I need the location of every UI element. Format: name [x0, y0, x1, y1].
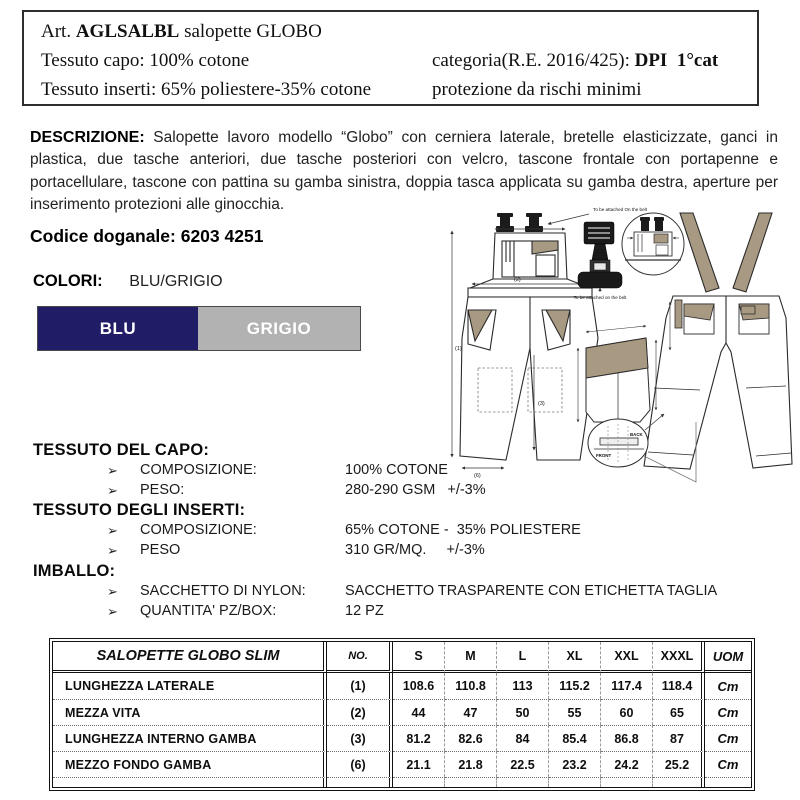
table-empty-cell — [705, 777, 751, 787]
arrow-bullet-icon: ➢ — [107, 523, 118, 539]
table-cell: 113 — [497, 673, 549, 699]
spec-item: ➢ QUANTITA' PZ/BOX: 12 PZ — [33, 602, 763, 622]
customs-code: Codice doganale: 6203 4251 — [30, 226, 264, 246]
table-cell: 55 — [549, 699, 601, 725]
table-cell: 81.2 — [393, 725, 445, 751]
spec-sections — [33, 440, 763, 621]
table-header-size-xxxl: XXXL — [653, 642, 705, 673]
table-cell: 110.8 — [445, 673, 497, 699]
table-cell: 82.6 — [445, 725, 497, 751]
attach-note-top: To be attached On the belt — [593, 207, 647, 212]
table-empty-cell — [53, 777, 327, 787]
spec-item: ➢ PESO 310 GR/MQ. +/-3% — [33, 541, 763, 561]
table-cell-uom: Cm — [705, 725, 751, 751]
back-straps — [680, 213, 772, 292]
table-row-label: LUNGHEZZA INTERNO GAMBA — [53, 725, 327, 751]
article-prefix: Art. — [41, 21, 76, 42]
arrow-bullet-icon: ➢ — [107, 583, 118, 599]
table-cell: 44 — [393, 699, 445, 725]
article-suffix: salopette GLOBO — [179, 21, 322, 42]
bib-circle-inset — [622, 213, 684, 275]
colors-label: COLORI: — [33, 272, 103, 290]
table-header-uom: UOM — [705, 642, 751, 673]
section-title-imballo: IMBALLO: — [33, 561, 116, 580]
table-cell: 21.8 — [445, 751, 497, 777]
fabric-inserts-line: Tessuto inserti: 65% poliestere-35% cotone — [41, 79, 372, 100]
table-header-no: NO. — [327, 642, 393, 673]
colors-row — [33, 272, 223, 291]
table-cell: 22.5 — [497, 751, 549, 777]
attach-note-bottom: To be attached on the belt — [573, 295, 627, 300]
article-line — [41, 17, 757, 46]
colors-value: BLU/GRIGIO — [129, 273, 223, 290]
table-row-no: (3) — [327, 725, 393, 751]
table-cell-uom: Cm — [717, 678, 739, 694]
table-row-no: (1) — [327, 673, 393, 699]
arrow-bullet-icon: ➢ — [107, 482, 118, 498]
table-cell: 85.4 — [549, 725, 601, 751]
article-header-box — [22, 10, 759, 106]
table-empty-cell — [549, 777, 601, 787]
table-cell-uom: Cm — [705, 699, 751, 725]
table-cell: 84 — [497, 725, 549, 751]
table-cell: 86.8 — [601, 725, 653, 751]
article-code: AGLSALBL — [75, 21, 180, 42]
table-header-product: SALOPETTE GLOBO SLIM — [53, 642, 327, 673]
table-header-size-xl: XL — [549, 642, 601, 673]
table-empty-cell — [601, 777, 653, 787]
table-cell: 50 — [497, 699, 549, 725]
protection-line: protezione da rischi minimi — [432, 79, 642, 100]
spec-item: ➢ COMPOSIZIONE: 65% COTONE - 35% POLIESTERE — [33, 521, 763, 541]
table-cell: 23.2 — [549, 751, 601, 777]
table-empty-cell — [497, 777, 549, 787]
spec-item: ➢ PESO: 280-290 GSM +/-3% — [33, 481, 763, 501]
dim-label-3: (3) — [538, 401, 545, 407]
table-cell: 47 — [445, 699, 497, 725]
table-row-no: (6) — [327, 751, 393, 777]
table-cell: 24.2 — [601, 751, 653, 777]
description-label: DESCRIZIONE: — [30, 129, 145, 146]
category-label: categoria(R.E. 2016/425): — [432, 50, 635, 71]
table-cell: 65 — [653, 699, 705, 725]
arrow-bullet-icon: ➢ — [107, 463, 118, 478]
table-header-size-s: S — [393, 642, 445, 673]
table-empty-cell — [327, 777, 393, 787]
table-cell: 108.6 — [393, 673, 445, 699]
table-cell: 60 — [601, 699, 653, 725]
dim-label-1: (1) — [455, 346, 462, 352]
table-cell: 21.1 — [393, 751, 445, 777]
table-header-size-l: L — [497, 642, 549, 673]
color-swatches — [37, 306, 361, 351]
section-title-tessuto-capo: TESSUTO DEL CAPO: — [33, 441, 210, 459]
arrow-bullet-icon: ➢ — [107, 543, 118, 559]
inset-back-label: BACK — [630, 432, 643, 437]
table-empty-cell — [393, 777, 445, 787]
inset-front-label: FRONT — [596, 453, 612, 458]
table-cell-uom: Cm — [705, 751, 751, 777]
arrow-bullet-icon: ➢ — [107, 603, 118, 619]
table-row-label: LUNGHEZZA LATERALE — [53, 673, 327, 699]
table-row-no: (2) — [327, 699, 393, 725]
table-row-label: MEZZA VITA — [53, 699, 327, 725]
spec-item: ➢ COMPOSIZIONE: 100% COTONE — [33, 461, 763, 481]
category-value: DPI 1°cat — [634, 50, 719, 71]
description-text: Salopette lavoro modello “Globo” con cerniera laterale, bretelle elasticizzate, ganci in plastica, due tasche anteriori, due tasche posteriori con velcro, tascone frontale con portapenne e portacellulare, tascone con pattina su gamba sinistra, doppia tasca applicata su gamba destra, aperture per inserimento protezioni alle ginocchia. — [30, 129, 778, 214]
section-title-tessuto-inserti: TESSUTO DEGLI INSERTI: — [33, 501, 246, 520]
table-cell: 117.4 — [601, 673, 653, 699]
table-row-label: MEZZO FONDO GAMBA — [53, 751, 327, 777]
size-table — [49, 638, 755, 791]
table-cell: 25.2 — [653, 751, 705, 777]
swatch-blu: BLU — [38, 307, 198, 350]
spec-item: ➢ SACCHETTO DI NYLON: SACCHETTO TRASPARENTE CON ETICHETTA TAGLIA — [33, 582, 763, 602]
table-header-size-xxl: XXL — [601, 642, 653, 673]
table-cell: 118.4 — [653, 673, 705, 699]
table-header-size-m: M — [445, 642, 497, 673]
category-line — [432, 46, 757, 75]
dim-label-6: (6) — [474, 473, 481, 479]
table-empty-cell — [445, 777, 497, 787]
table-cell: 115.2 — [549, 673, 601, 699]
table-cell: 87 — [653, 725, 705, 751]
table-empty-cell — [653, 777, 705, 787]
fabric-main-line: Tessuto capo: 100% cotone — [41, 50, 250, 71]
swatch-grigio: GRIGIO — [198, 307, 360, 350]
dim-label-2: (2) — [514, 277, 521, 283]
